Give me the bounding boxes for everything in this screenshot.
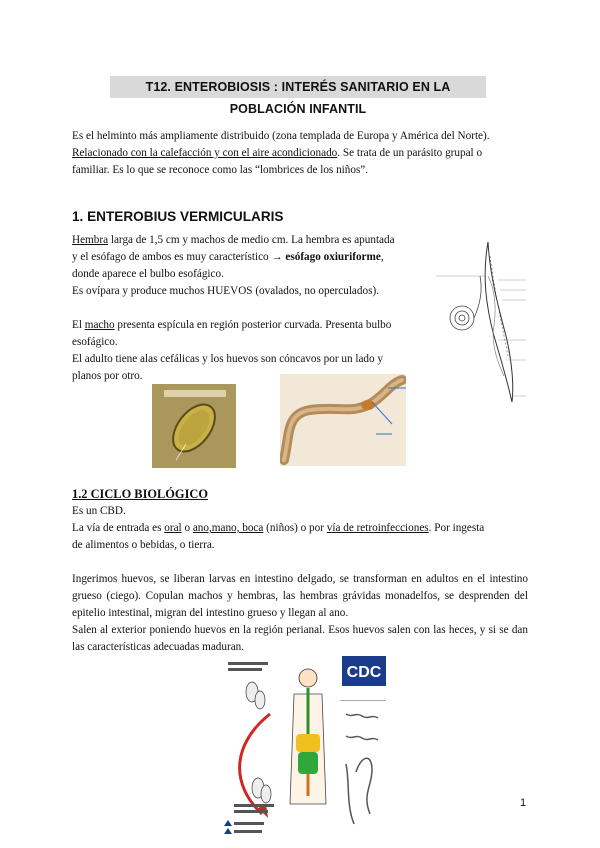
egg-micrograph	[152, 384, 236, 468]
s1-line-8: planos por otro.	[72, 370, 143, 382]
s1-line-6: esofágico.	[72, 336, 118, 348]
page-number: 1	[520, 797, 527, 809]
intro-line-2: Relacionado con la calefacción y con el aire acondicionado. Se trata de un parásito grupal o	[72, 147, 483, 159]
s2-line-3: de alimentos o bebidas, o tierra.	[72, 539, 215, 551]
life-cycle-diagram	[222, 654, 390, 840]
section-1-text	[72, 232, 430, 385]
s2-line-2: La vía de entrada es oral o ano,mano, boca (niños) o por vía de retroinfecciones. Por ingesta	[72, 522, 485, 534]
s1-line-7: El adulto tiene alas cefálicas y los huevos son cóncavos por un lado y	[72, 353, 383, 365]
s2-line-1: Es un CBD.	[72, 505, 126, 517]
s1-line-4: Es ovípara y produce muchos HUEVOS (ovalados, no operculados).	[72, 285, 379, 297]
cdc-logo: CDC	[346, 664, 382, 681]
intro-line-3: familiar. Es lo que se reconoce como las “lombrices de los niños”.	[72, 164, 369, 176]
s1-line-2: y el esófago de ambos es muy característico → esófago oxiuriforme,	[72, 251, 384, 263]
s1-line-1: Hembra larga de 1,5 cm y machos de medio cm. La hembra es apuntada	[72, 234, 395, 246]
s2-paragraph-2: Ingerimos huevos, se liberan larvas en intestino delgado, se transforman en adultos en el intestino grueso (ciego). Copulan machos y hembras, las hembras grávidas monadelfos, se desprenden del epitelio intestinal, migran del intestino grueso y llegan al ano.	[72, 573, 528, 619]
s1-line-3: donde aparece el bulbo esofágico.	[72, 268, 224, 280]
section-2-heading: 1.2 CICLO BIOLÓGICO	[72, 487, 208, 501]
intro-line-1: Es el helminto más ampliamente distribuido (zona templada de Europa y América del Norte).	[72, 130, 490, 142]
s1-line-5: El macho presenta espícula en región posterior curvada. Presenta bulbo	[72, 319, 392, 331]
section-2-text	[72, 503, 528, 656]
section-1-heading: 1. ENTEROBIUS VERMICULARIS	[72, 209, 284, 224]
s2-paragraph-3: Salen al exterior poniendo huevos en la región perianal. Esos huevos salen con las heces, y si se dan las características adecuadas maduran.	[72, 624, 528, 653]
page-title: T12. ENTEROBIOSIS : INTERÉS SANITARIO EN LA POBLACIÓN INFANTIL	[110, 76, 486, 98]
intro-paragraph	[72, 128, 528, 179]
enterobius-diagram	[428, 236, 532, 406]
worm-micrograph	[280, 374, 406, 466]
